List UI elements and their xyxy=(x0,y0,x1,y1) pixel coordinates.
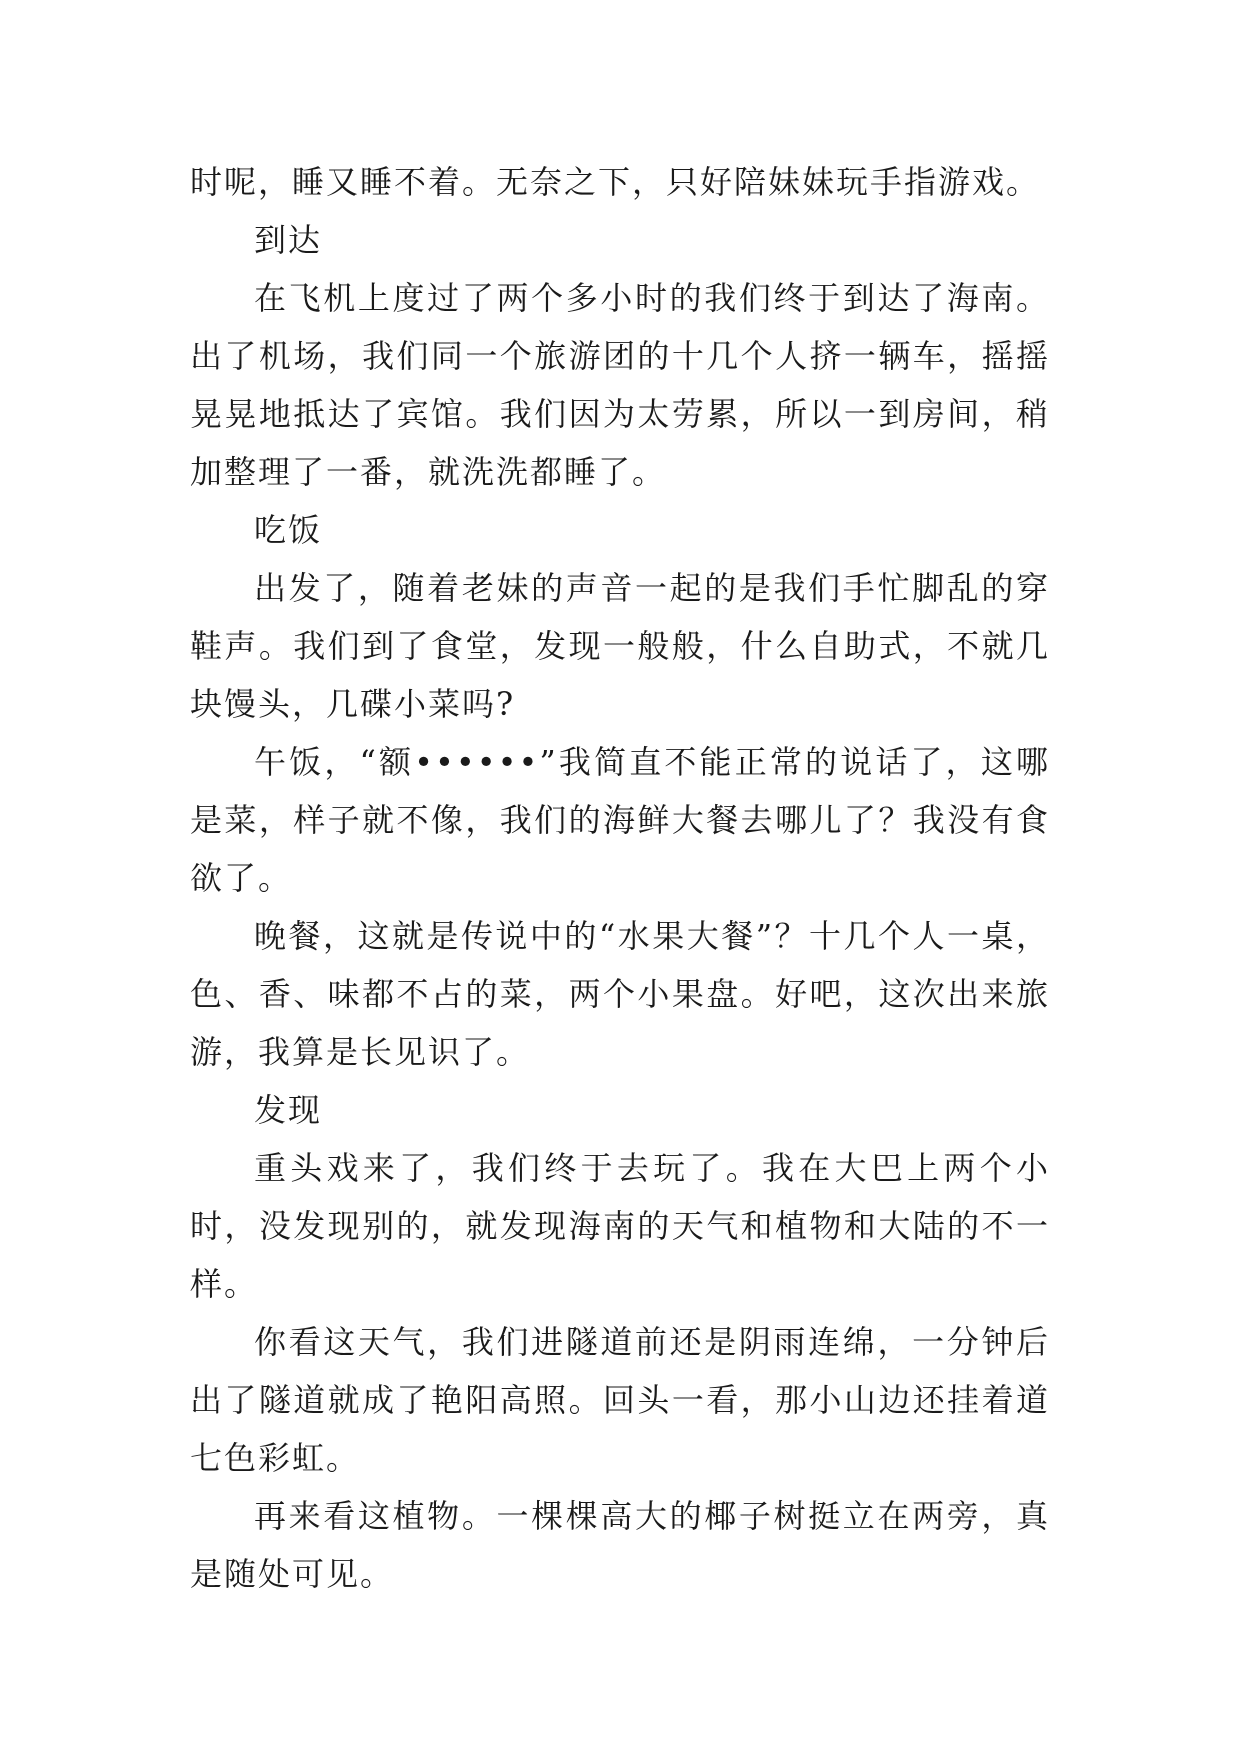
paragraph-dinner: 晚餐，这就是传说中的“水果大餐”？十几个人一桌，色、香、味都不占的菜，两个小果盘。好吧，这次出来旅游，我算是长见识了。 xyxy=(190,917,1050,1071)
section-heading-discovery: 发现 xyxy=(254,1091,323,1129)
section-heading-meals: 吃饭 xyxy=(254,511,323,549)
paragraph-arrival: 在飞机上度过了两个多小时的我们终于到达了海南。出了机场，我们同一个旅游团的十几个人挤一辆车，摇摇晃晃地抵达了宾馆。我们因为太劳累，所以一到房间，稍加整理了一番，就洗洗都睡了。 xyxy=(190,279,1050,491)
paragraph-lunch: 午饭，“额••••••”我简直不能正常的说话了，这哪是菜，样子就不像，我们的海鲜大餐去哪儿了？我没有食欲了。 xyxy=(190,743,1050,897)
paragraph-plants: 再来看这植物。一棵棵高大的椰子树挺立在两旁，真是随处可见。 xyxy=(190,1497,1050,1593)
paragraph-weather: 你看这天气，我们进隧道前还是阴雨连绵，一分钟后出了隧道就成了艳阳高照。回头一看，那小山边还挂着道七色彩虹。 xyxy=(190,1323,1050,1477)
paragraph-breakfast: 出发了，随着老妹的声音一起的是我们手忙脚乱的穿鞋声。我们到了食堂，发现一般般，什么自助式，不就几块馒头，几碟小菜吗? xyxy=(190,569,1050,723)
paragraph-continuation: 时呢，睡又睡不着。无奈之下，只好陪妹妹玩手指游戏。 xyxy=(190,163,1041,201)
document-body xyxy=(190,153,1050,1603)
section-heading-arrival: 到达 xyxy=(254,221,323,259)
paragraph-discovery-intro: 重头戏来了，我们终于去玩了。我在大巴上两个小时，没发现别的，就发现海南的天气和植物和大陆的不一样。 xyxy=(190,1149,1050,1303)
